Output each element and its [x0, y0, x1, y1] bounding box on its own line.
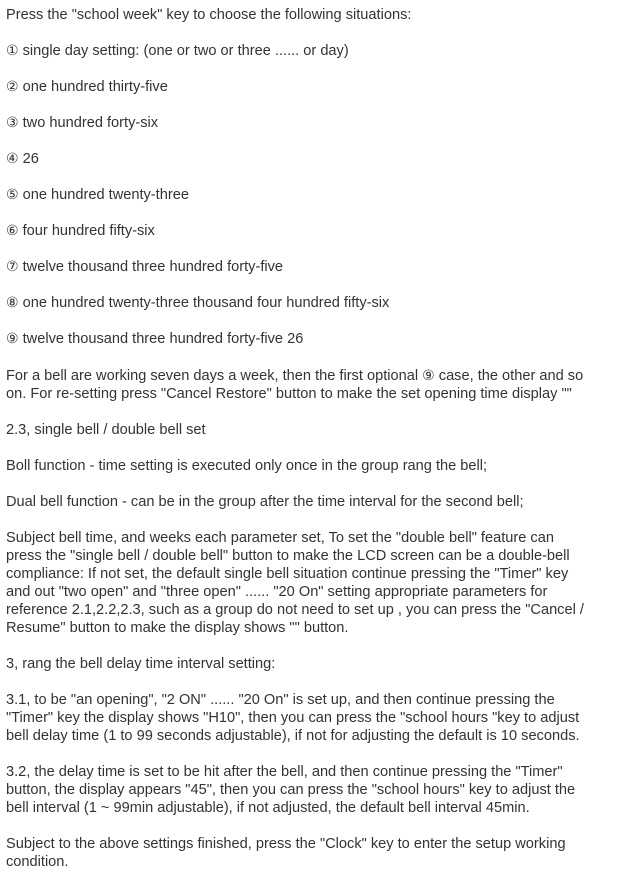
seven-days-line-2: on. For re-setting press "Cancel Restore" button to make the set opening time display "" — [6, 386, 572, 402]
seven-days-text-b: case, the other and so — [434, 368, 584, 384]
closing-line: condition. — [6, 854, 69, 870]
step-3-2-line: 3.2, the delay time is set to be hit after the bell, and then continue pressing the "Timer" — [6, 764, 563, 780]
subject-bell-line: reference 2.1,2.2,2.3, such as a group do not need to set up , you can press the "Cancel / — [6, 602, 584, 618]
option-7 — [6, 258, 283, 276]
option-5 — [6, 186, 189, 204]
subject-bell-line: Resume" button to make the display shows "" button. — [6, 620, 349, 636]
option-4-text: 26 — [18, 151, 39, 167]
step-3-2-paragraph — [6, 763, 618, 817]
closing-paragraph — [6, 835, 618, 871]
option-2-marker: ② — [6, 79, 19, 95]
option-1-text: single day setting: (one or two or three ...... or day) — [18, 43, 349, 59]
option-7-marker: ⑦ — [6, 259, 19, 275]
option-9-marker: ⑨ — [6, 331, 19, 347]
option-9 — [6, 330, 303, 348]
option-2-text: one hundred thirty-five — [18, 79, 168, 95]
step-3-1-line: 3.1, to be "an opening", "2 ON" ...... "20 On" is set up, and then continue pressing the — [6, 692, 555, 708]
step-3-2-line: bell interval (1 ~ 99min adjustable), if not adjusted, the default bell interval 45min. — [6, 800, 530, 816]
option-8 — [6, 294, 389, 312]
option-7-text: twelve thousand three hundred forty-five — [18, 259, 284, 275]
option-8-marker: ⑧ — [6, 295, 19, 311]
boll-function-text: Boll function - time setting is executed only once in the group rang the bell; — [6, 458, 488, 474]
option-9-text: twelve thousand three hundred forty-five 26 — [18, 331, 304, 347]
option-1-marker: ① — [6, 43, 19, 59]
option-8-text: one hundred twenty-three thousand four hundred fifty-six — [18, 295, 390, 311]
seven-days-text-a: For a bell are working seven days a week, then the first optional — [6, 368, 423, 384]
step-3-1-line: "Timer" key the display shows "H10", then you can press the "school hours "key to adjust — [6, 710, 580, 726]
option-6 — [6, 222, 155, 240]
subject-bell-paragraph — [6, 529, 618, 637]
step-3-2-line: button, the display appears "45", then you can press the "school hours" key to adjust the — [6, 782, 576, 798]
option-3-text: two hundred forty-six — [18, 115, 159, 131]
option-3 — [6, 114, 158, 132]
option-4 — [6, 150, 39, 168]
option-3-marker: ③ — [6, 115, 19, 131]
dual-function-text: Dual bell function - can be in the group after the time interval for the second bell; — [6, 494, 524, 510]
subject-bell-line: press the "single bell / double bell" button to make the LCD screen can be a double-bell — [6, 548, 570, 564]
option-2 — [6, 78, 168, 96]
closing-line: Subject to the above settings finished, press the "Clock" key to enter the setup working — [6, 836, 566, 852]
seven-days-line-1 — [6, 367, 618, 385]
seven-days-marker: ⑨ — [422, 368, 435, 384]
step-3-1-line: bell delay time (1 to 99 seconds adjustable), if not for adjusting the default is 10 seconds. — [6, 728, 580, 744]
intro-text: Press the "school week" key to choose the following situations: — [6, 7, 412, 23]
section-2-3-heading: 2.3, single bell / double bell set — [6, 422, 206, 438]
step-3-1-paragraph — [6, 691, 618, 745]
section-3-heading: 3, rang the bell delay time interval setting: — [6, 656, 276, 672]
seven-days-paragraph — [6, 367, 618, 403]
subject-bell-line: compliance: If not set, the default single bell situation continue pressing the "Timer" key — [6, 566, 569, 582]
option-4-marker: ④ — [6, 151, 19, 167]
option-6-marker: ⑥ — [6, 223, 19, 239]
subject-bell-line: and out "two open" and "three open" ...... "20 On" setting appropriate parameters for — [6, 584, 548, 600]
option-1 — [6, 42, 349, 60]
option-5-marker: ⑤ — [6, 187, 19, 203]
subject-bell-line: Subject bell time, and weeks each parameter set, To set the "double bell" feature can — [6, 530, 554, 546]
option-6-text: four hundred fifty-six — [18, 223, 155, 239]
option-5-text: one hundred twenty-three — [18, 187, 189, 203]
